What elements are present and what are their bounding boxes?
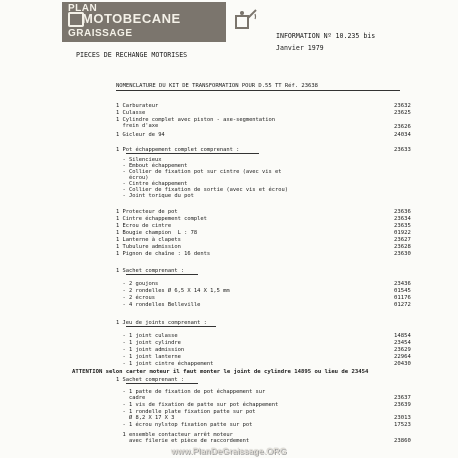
part-ref: 24034 [394, 132, 411, 138]
heading-underline [126, 326, 216, 327]
site-watermark: www.PlanDeGraissage.ORG [171, 446, 287, 456]
part-ref: 23634 [394, 216, 411, 222]
information-number: INFORMATION Nº 10.235 bis [276, 32, 376, 40]
attention-note: ATTENTION selon carter moteur il faut monter le joint de cylindre 14895 ou lieu de 23454 [72, 369, 369, 375]
part-line-cintre: 1 Cintre échappement complet [116, 216, 207, 222]
part-line-ecrou-cintre: 1 Ecrou de cintre [116, 223, 172, 229]
part-ref: 14854 [394, 333, 411, 339]
part-line-lanterne: 1 Lanterne à clapets [116, 237, 181, 243]
pot-subitems: - Silencieux - Embout échappement - Collier de fixation pot sur cintre (avec vis et écrou) - Cintre échappement - Collier de fixation de sortie (avec vis et écrou) - Joint torique du pot [122, 157, 289, 199]
part-ref: 23454 [394, 340, 411, 346]
part-ref: 23639 [394, 402, 411, 408]
part-line-pignon: 1 Pignon de chaîne : 16 dents [116, 251, 211, 257]
part-ref: 23635 [394, 223, 411, 229]
part-line-ecrous: - 2 écrous [116, 295, 155, 301]
part-line-patte-fixation: - 1 patte de fixation de pot échappement sur cadre [122, 389, 266, 401]
part-line-bougie: 1 Bougie champion L : 78 [116, 230, 198, 236]
part-ref: 23629 [394, 347, 411, 353]
heading-underline [126, 274, 198, 275]
logo-graissage-text: GRAISSAGE [68, 28, 133, 39]
part-ref: 23630 [394, 251, 411, 257]
title-underline [116, 90, 400, 91]
section-title: PIECES DE RECHANGE MOTORISES [76, 51, 188, 59]
part-line-pot-echappement: 1 Pot échappement complet comprenant : [116, 147, 240, 153]
part-line-culasse: 1 Culasse [116, 110, 146, 116]
part-line-vis-fixation: - 1 vis de fixation de patte sur pot échappement [116, 402, 279, 408]
part-line-belleville: - 4 rondelles Belleville [116, 302, 201, 308]
part-ref: 23626 [394, 124, 411, 130]
part-line-ecrou-nylstop: - 1 écrou nylstop fixation patte sur pot [116, 422, 253, 428]
part-ref: 23625 [394, 110, 411, 116]
logo-plan-text: PLAN [68, 3, 98, 14]
part-ref: 17523 [394, 422, 411, 428]
part-ref: 22964 [394, 354, 411, 360]
part-line-joint-culasse: - 1 joint culasse [116, 333, 178, 339]
part-line-carburateur: 1 Carburateur [116, 103, 159, 109]
part-line-joint-cylindre: - 1 joint cylindre [116, 340, 181, 346]
part-ref: 23013 [394, 415, 411, 421]
part-ref: 01272 [394, 302, 411, 308]
part-ref: 20430 [394, 361, 411, 367]
motobecane-logo [62, 2, 226, 42]
part-line-contacteur: 1 ensemble contacteur arrêt moteur avec filerie et pièce de raccordement [122, 432, 250, 444]
heading-underline [126, 153, 259, 154]
heading-underline [126, 383, 198, 384]
part-line-gicleur: 1 Gicleur de 94 [116, 132, 165, 138]
oil-can-icon [232, 2, 258, 34]
part-ref: 23628 [394, 244, 411, 250]
part-ref: 01176 [394, 295, 411, 301]
part-ref: 23632 [394, 103, 411, 109]
sachet-heading: 1 Sachet comprenant : [116, 268, 185, 274]
part-line-rondelles: - 2 rondelles Ø 6,5 X 14 X 1,5 mm [116, 288, 230, 294]
part-line-joint-lanterne: - 1 joint lanterne [116, 354, 181, 360]
part-ref: 01545 [394, 288, 411, 294]
joints-heading: 1 Jeu de joints comprenant : [116, 320, 207, 326]
part-ref: 23436 [394, 281, 411, 287]
part-line-joint-cintre: - 1 joint cintre échappement [116, 361, 214, 367]
part-ref: 23860 [394, 438, 411, 444]
part-line-cylindre: 1 Cylindre complet avec piston - axe-segmentation frein d'axe [116, 117, 276, 129]
part-ref: 23636 [394, 209, 411, 215]
part-line-joint-admission: - 1 joint admission [116, 347, 185, 353]
part-line-goujons: - 2 goujons [116, 281, 159, 287]
logo-brand-text: MOTOBECANE [82, 11, 181, 26]
part-ref: 23627 [394, 237, 411, 243]
part-line-rondelle-plate: - 1 rondelle plate fixation patte sur pot Ø 8,2 X 17 X 3 [122, 409, 256, 421]
part-ref: 23633 [394, 147, 411, 153]
nomenclature-title: NOMENCLATURE DU KIT DE TRANSFORMATION POUR D.55 TT Réf. 23638 [116, 83, 318, 89]
part-ref: 01922 [394, 230, 411, 236]
document-date: Janvier 1979 [276, 44, 324, 52]
part-ref: 23637 [394, 395, 411, 401]
sachet2-heading: 1 Sachet comprenant : [116, 377, 185, 383]
part-line-tubulure: 1 Tubulure admission [116, 244, 181, 250]
part-line-protecteur: 1 Protecteur de pot [116, 209, 178, 215]
